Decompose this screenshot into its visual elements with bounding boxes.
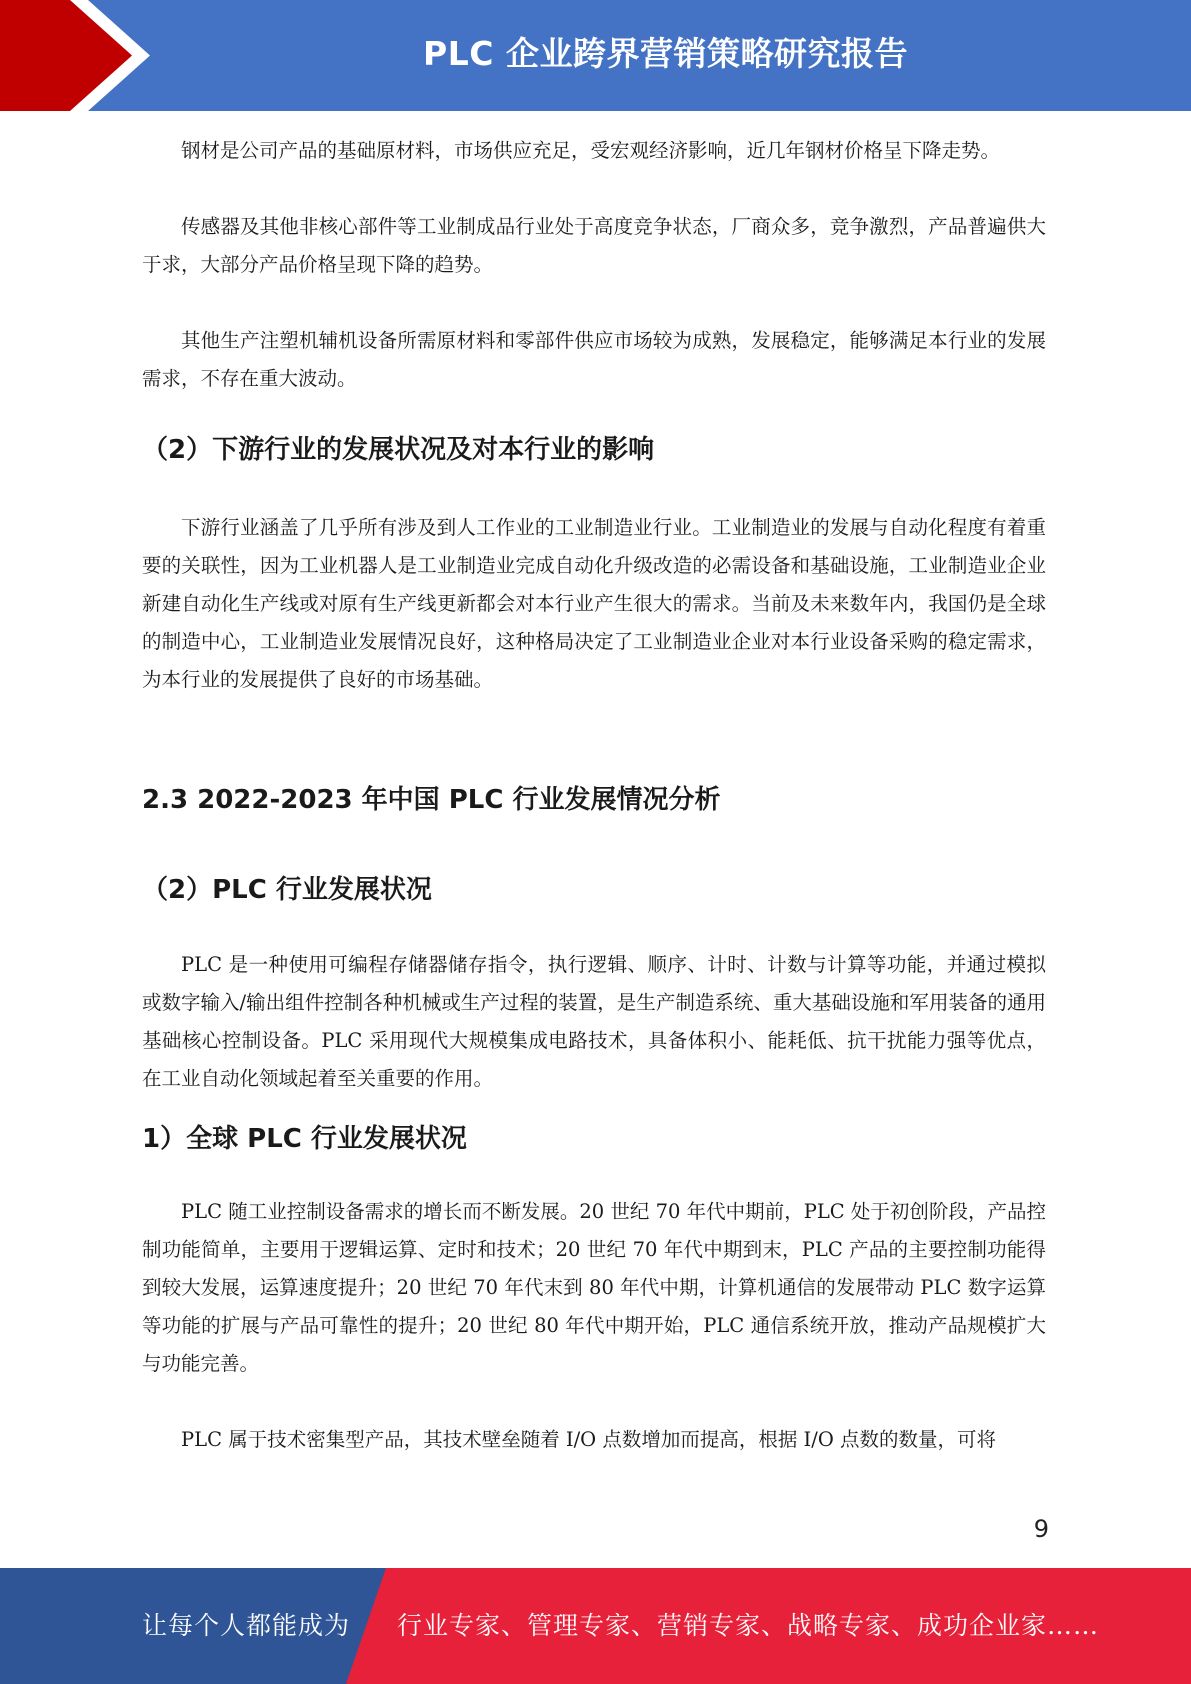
paragraph-global-technology: PLC 属于技术密集型产品，其技术壁垒随着 I/O 点数增加而提高，根据 I/O 点数的数量，可将 bbox=[181, 1428, 997, 1451]
subheading-downstream: （2）下游行业的发展状况及对本行业的影响 bbox=[142, 435, 655, 465]
report-title: PLC 企业跨界营销策略研究报告 bbox=[423, 34, 908, 73]
paragraph-plc-definition: PLC 是一种使用可编程存储器储存指令，执行逻辑、顺序、计时、计数与计算等功能，并通过模拟或数字输入/输出组件控制各种机械或生产过程的装置，是生产制造系统、重大基础设施和军用装备的通用基础核心控制设备。PLC 采用现代大规模集成电路技术，具备体积小、能耗低、抗干扰能力强等优点，在工业自动化领域起着至关重要的作用。 bbox=[142, 953, 1046, 1090]
subheading-global-plc: 1）全球 PLC 行业发展状况 bbox=[142, 1124, 467, 1154]
paragraph-global-history: PLC 随工业控制设备需求的增长而不断发展。20 世纪 70 年代中期前，PLC 处于初创阶段，产品控制功能简单，主要用于逻辑运算、定时和技术；20 世纪 70 年代中期到末，PLC 产品的主要控制功能得到较大发展，运算速度提升；20 世纪 70 年代末到 80 年代中期，计算机通信的发展带动 PLC 数字运算等功能的扩展与产品可靠性的提升；20 世纪 80 年代中期开始，PLC 通信系统开放，推动产品规模扩大与功能完善。 bbox=[142, 1200, 1046, 1375]
paragraph-steel: 钢材是公司产品的基础原材料，市场供应充足，受宏观经济影响，近几年钢材价格呈下降走势。 bbox=[181, 139, 1001, 162]
page-number: 9 bbox=[1033, 1515, 1049, 1543]
paragraph-other-materials: 其他生产注塑机辅机设备所需原材料和零部件供应市场较为成熟，发展稳定，能够满足本行业的发展需求，不存在重大波动。 bbox=[142, 329, 1046, 390]
page-header bbox=[0, 0, 1191, 111]
paragraph-sensors: 传感器及其他非核心部件等工业制成品行业处于高度竞争状态，厂商众多，竞争激烈，产品普遍供大于求，大部分产品价格呈现下降的趋势。 bbox=[142, 215, 1046, 276]
footer-slogan-right: 行业专家、管理专家、营销专家、战略专家、成功企业家…… bbox=[397, 1611, 1100, 1640]
subheading-plc-status: （2）PLC 行业发展状况 bbox=[142, 875, 432, 905]
section-heading: 2.3 2022-2023 年中国 PLC 行业发展情况分析 bbox=[142, 785, 721, 815]
footer-slogan-left: 让每个人都能成为 bbox=[142, 1611, 351, 1640]
red-arrow-decoration bbox=[0, 0, 160, 111]
page-footer bbox=[0, 1568, 1191, 1684]
paragraph-downstream: 下游行业涵盖了几乎所有涉及到人工作业的工业制造业行业。工业制造业的发展与自动化程度有着重要的关联性，因为工业机器人是工业制造业完成自动化升级改造的必需设备和基础设施，工业制造业企业新建自动化生产线或对原有生产线更新都会对本行业产生很大的需求。当前及未来数年内，我国仍是全球的制造中心，工业制造业发展情况良好，这种格局决定了工业制造业企业对本行业设备采购的稳定需求，为本行业的发展提供了良好的市场基础。 bbox=[142, 516, 1046, 691]
document-body bbox=[142, 132, 1046, 1459]
